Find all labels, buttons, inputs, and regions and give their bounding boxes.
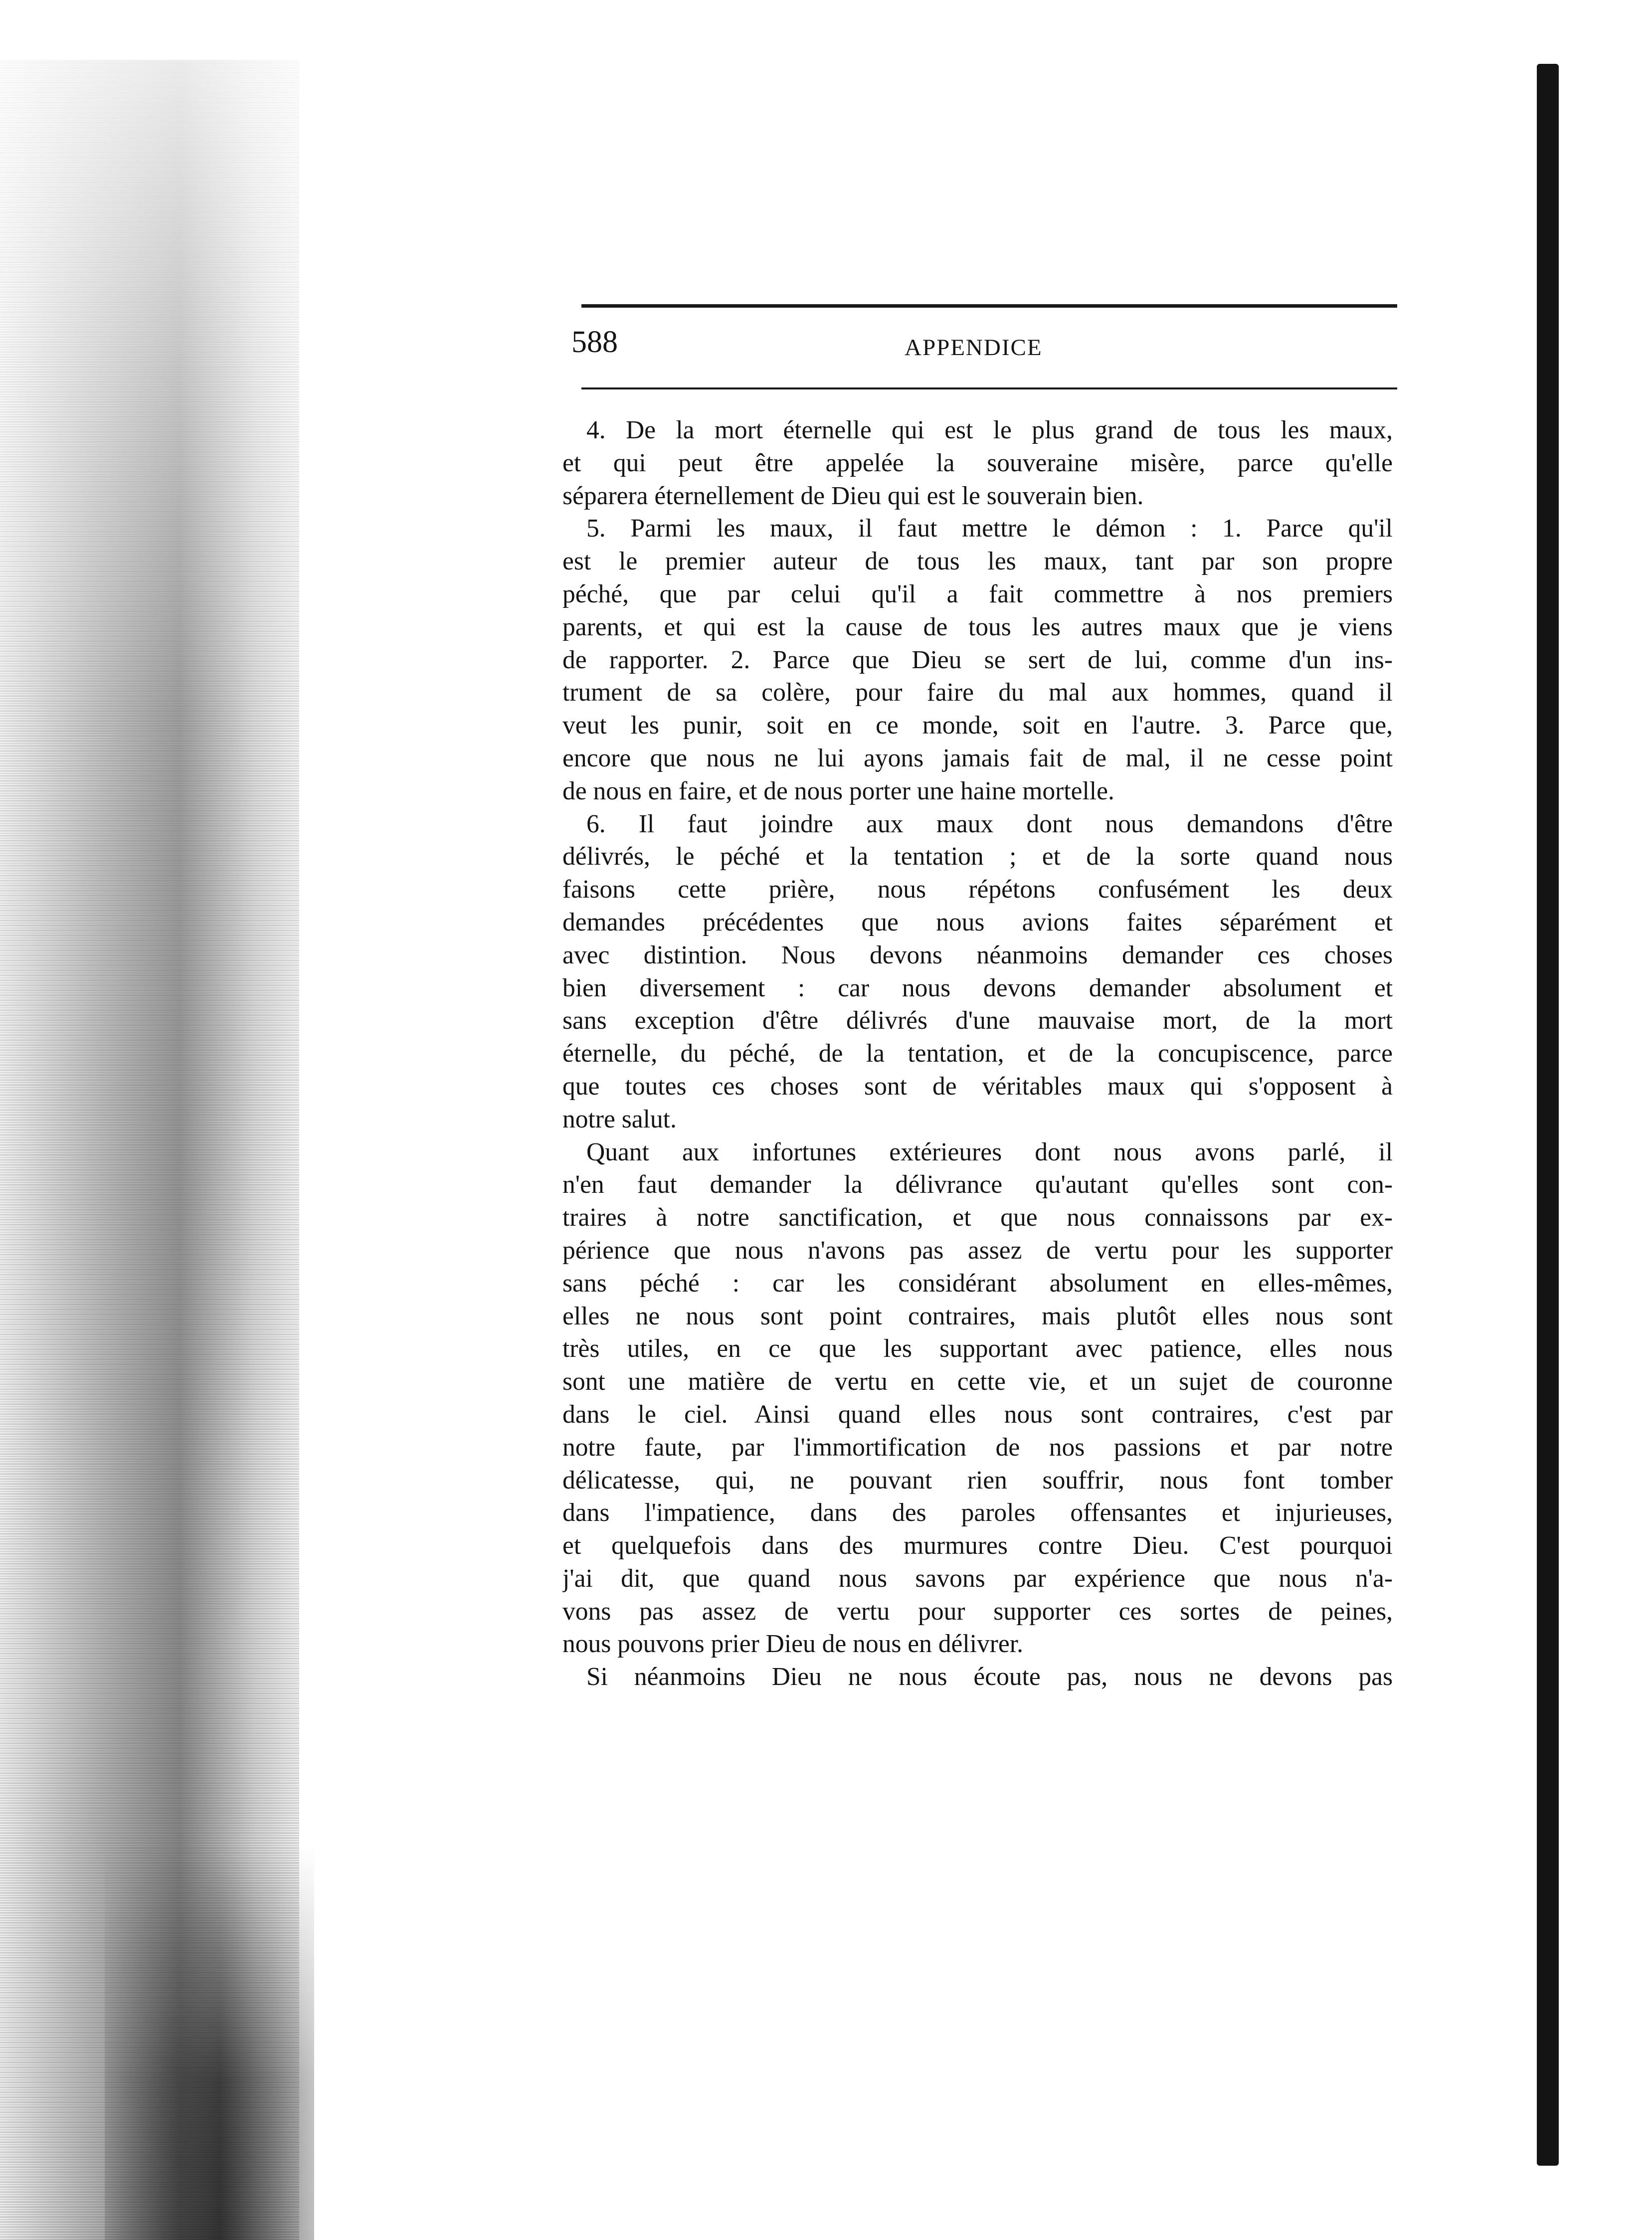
- text-line: séparera éternellement de Dieu qui est le souverain bien.: [562, 481, 1144, 510]
- text-line: demandes précédentes que nous avions faites séparément et: [562, 908, 1393, 936]
- text-line: avec distintion. Nous devons néanmoins demander ces choses: [562, 940, 1393, 969]
- text-line: que toutes ces choses sont de véritables maux qui s'opposent à: [562, 1072, 1393, 1101]
- text-line: nous pouvons prier Dieu de nous en délivrer.: [562, 1630, 1023, 1659]
- header-rule-bottom: [581, 387, 1397, 389]
- text-line: veut les punir, soit en ce monde, soit en l'autre. 3. Parce que,: [562, 711, 1393, 740]
- text-line: sont une matière de vertu en cette vie, et un sujet de couronne: [562, 1367, 1393, 1396]
- text-line: 4. De la mort éternelle qui est le plus grand de tous les maux,: [586, 416, 1393, 444]
- text-line: et quelquefois dans des murmures contre Dieu. C'est pourquoi: [562, 1531, 1393, 1560]
- text-line: encore que nous ne lui ayons jamais fait de mal, il ne cesse point: [562, 744, 1393, 772]
- text-line: de nous en faire, et de nous porter une haine mortelle.: [562, 776, 1114, 805]
- text-line: j'ai dit, que quand nous savons par expérience que nous n'a-: [562, 1564, 1393, 1593]
- text-line: dans l'impatience, dans des paroles offensantes et injurieuses,: [562, 1498, 1393, 1527]
- text-line: et qui peut être appelée la souveraine misère, parce qu'elle: [562, 448, 1393, 477]
- text-line: périence que nous n'avons pas assez de vertu pour les supporter: [562, 1236, 1393, 1265]
- text-line: dans le ciel. Ainsi quand elles nous sont contraires, c'est par: [562, 1400, 1393, 1429]
- binding-shadow-dark: [105, 1845, 314, 2240]
- text-line: 5. Parmi les maux, il faut mettre le démon : 1. Parce qu'il: [586, 514, 1393, 543]
- text-line: notre salut.: [562, 1105, 677, 1133]
- header-rule-top: [581, 304, 1397, 308]
- page-edge: [1537, 64, 1559, 2166]
- text-line: très utiles, en ce que les supportant avec patience, elles nous: [562, 1334, 1393, 1363]
- text-line: sans exception d'être délivrés d'une mauvaise mort, de la mort: [562, 1006, 1393, 1035]
- text-line: est le premier auteur de tous les maux, tant par son propre: [562, 547, 1393, 576]
- text-line: bien diversement : car nous devons demander absolument et: [562, 973, 1393, 1002]
- text-line: vons pas assez de vertu pour supporter ces sortes de peines,: [562, 1597, 1393, 1626]
- text-line: péché, que par celui qu'il a fait commettre à nos premiers: [562, 579, 1393, 608]
- text-line: traires à notre sanctification, et que nous connaissons par ex-: [562, 1203, 1393, 1232]
- text-line: n'en faut demander la délivrance qu'autant qu'elles sont con-: [562, 1170, 1393, 1199]
- text-line: délivrés, le péché et la tentation ; et de la sorte quand nous: [562, 842, 1393, 871]
- text-line: elles ne nous sont point contraires, mais plutôt elles nous sont: [562, 1302, 1393, 1330]
- text-line: faisons cette prière, nous répétons confusément les deux: [562, 875, 1393, 904]
- body-text: [562, 414, 1393, 1693]
- text-line: sans péché : car les considérant absolument en elles-mêmes,: [562, 1269, 1393, 1298]
- page-number: 588: [571, 325, 618, 359]
- text-line: 6. Il faut joindre aux maux dont nous demandons d'être: [586, 809, 1393, 838]
- running-head: APPENDICE: [905, 335, 1043, 361]
- text-line: de rapporter. 2. Parce que Dieu se sert de lui, comme d'un ins-: [562, 645, 1393, 674]
- text-line: Quant aux infortunes extérieures dont nous avons parlé, il: [586, 1137, 1393, 1166]
- text-line: notre faute, par l'immortification de nos passions et par notre: [562, 1433, 1393, 1462]
- text-line: trument de sa colère, pour faire du mal aux hommes, quand il: [562, 678, 1393, 707]
- text-line: délicatesse, qui, ne pouvant rien souffrir, nous font tomber: [562, 1466, 1393, 1494]
- text-line: éternelle, du péché, de la tentation, et de la concupiscence, parce: [562, 1039, 1393, 1068]
- text-line: parents, et qui est la cause de tous les autres maux que je viens: [562, 612, 1393, 641]
- text-line: Si néanmoins Dieu ne nous écoute pas, nous ne devons pas: [586, 1663, 1393, 1691]
